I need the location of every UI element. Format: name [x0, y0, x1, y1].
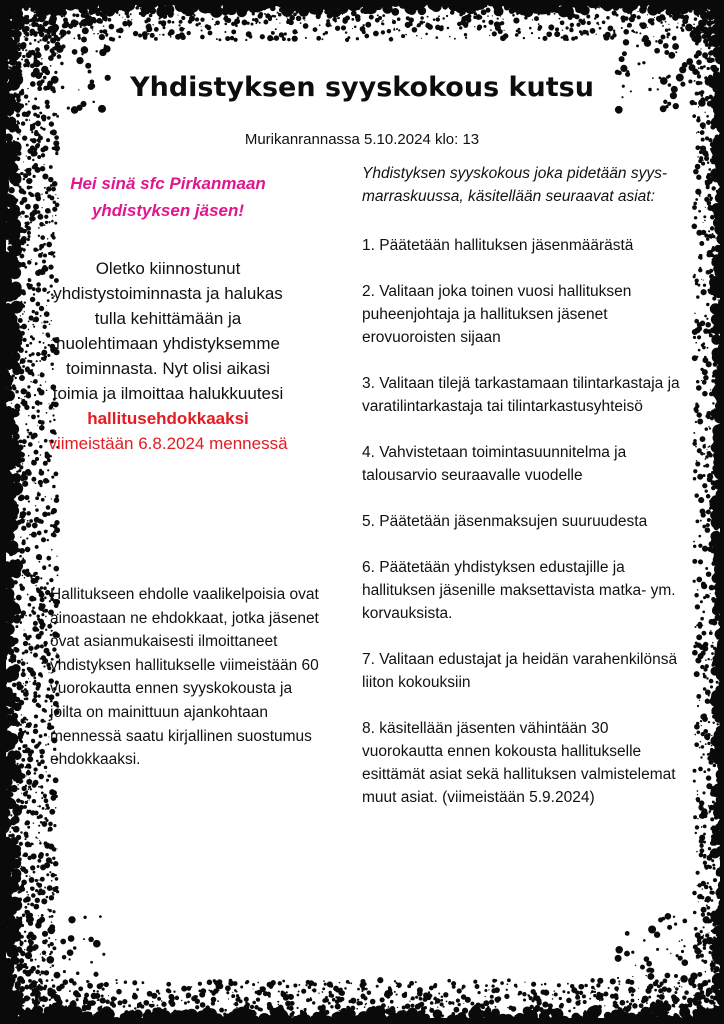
agenda-item: 4. Vahvistetaan toimintasuunnitelma ja talousarvio seuraavalle vuodelle [362, 444, 627, 484]
deadline-text: viimeistään 6.8.2024 mennessä [48, 434, 288, 453]
agenda-intro: Yhdistyksen syyskokous joka pidetään syys-marraskuussa, käsitellään seuraavat asiat: [362, 165, 667, 205]
agenda-item: 2. Valitaan joka toinen vuosi hallituksen puheenjohtaja ja hallituksen jäsenet erovuoroisten sijaan [362, 283, 632, 346]
lead-text: Oletko kiinnostunut yhdistystoiminnasta ja halukas tulla kehittämään ja huolehtimaan yhdistyksemme toiminnasta. Nyt olisi aikasi toimia ja ilmoittaa halukkuutesi [52, 259, 284, 403]
eligibility-note: Hallitukseen ehdolle vaalikelpoisia ovat ainoastaan ne ehdokkaat, jotka jäsenet ovat asianmukaisesti ilmoittaneet yhdistyksen hallitukselle viimeistään 60 vuorokautta ennen syyskokousta ja joilta on mainittuun ajankohtaan mennessä saatu kirjallinen suostumus ehdokkaaksi. [50, 586, 319, 769]
agenda-column [362, 162, 680, 809]
left-column [48, 170, 288, 456]
agenda-item: 7. Valitaan edustajat ja heidän varahenkilönsä liiton kokouksiin [362, 651, 678, 691]
agenda-list [362, 234, 680, 809]
agenda-item: 5. Päätetään jäsenmaksujen suuruudesta [362, 513, 648, 530]
agenda-item: 6. Päätetään yhdistyksen edustajille ja hallituksen jäsenille maksettavista matka- ym. korvauksista. [362, 559, 676, 622]
candidate-highlight: hallitusehdokkaaksi [87, 409, 249, 428]
agenda-item: 8. käsitellään jäsenten vähintään 30 vuorokautta ennen kokousta hallitukselle esittämät asiat sekä hallituksen valmistelemat muut asiat. (viimeistään 5.9.2024) [362, 720, 676, 806]
page-title: Yhdistyksen syyskokous kutsu [130, 72, 594, 103]
agenda-item: 3. Valitaan tilejä tarkastamaan tilintarkastaja ja varatilintarkastaja tai tilintarkastusyhteisö [362, 375, 680, 415]
greeting-heading: Hei sinä sfc Pirkanmaan yhdistyksen jäsen! [70, 174, 266, 220]
agenda-item: 1. Päätetään hallituksen jäsenmäärästä [362, 237, 634, 254]
event-location-date: Murikanrannassa 5.10.2024 klo: 13 [244, 131, 480, 148]
lead-paragraph [48, 256, 288, 456]
